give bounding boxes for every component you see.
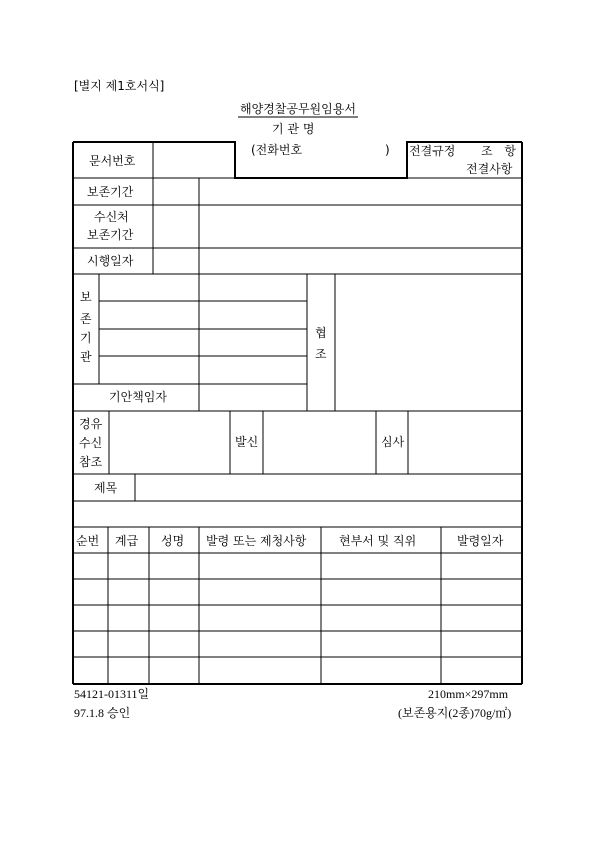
table-cell[interactable] bbox=[202, 554, 318, 578]
table-cell[interactable] bbox=[444, 580, 519, 604]
effective-date-field[interactable] bbox=[200, 249, 521, 273]
drafter-label: 기안책임자 bbox=[109, 390, 167, 404]
cooperation-field[interactable] bbox=[336, 275, 521, 410]
cooperation-char: 협 bbox=[315, 326, 327, 340]
sender-field[interactable] bbox=[264, 412, 375, 473]
table-cell[interactable] bbox=[111, 606, 146, 630]
table-cell[interactable] bbox=[444, 658, 519, 683]
table-cell[interactable] bbox=[76, 606, 105, 630]
form-code: 54121-01311일 bbox=[74, 687, 150, 701]
table-cell[interactable] bbox=[324, 580, 438, 604]
subject-field[interactable] bbox=[136, 475, 521, 500]
decision-rule-label: 전결규정 bbox=[409, 144, 456, 158]
preserve-org-char: 관 bbox=[80, 350, 92, 364]
col-header-appointment: 발령 또는 제청사항 bbox=[206, 534, 307, 548]
recipient-retention-label: 보존기간 bbox=[87, 228, 134, 242]
review-label: 심사 bbox=[381, 435, 405, 449]
col-header-name: 성명 bbox=[161, 534, 185, 548]
col-header-date: 발령일자 bbox=[457, 534, 504, 548]
table-cell[interactable] bbox=[152, 632, 196, 656]
table-cell[interactable] bbox=[76, 580, 105, 604]
retention-field[interactable] bbox=[154, 179, 198, 204]
review-field[interactable] bbox=[409, 412, 521, 473]
retention-label: 보존기간 bbox=[87, 185, 134, 199]
table-cell[interactable] bbox=[76, 658, 105, 683]
form-number-label: [별지 제1호서식] bbox=[74, 79, 165, 93]
table-cell[interactable] bbox=[324, 658, 438, 683]
doc-number-field[interactable] bbox=[154, 143, 234, 177]
reference-label: 참조 bbox=[79, 455, 103, 469]
table-cell[interactable] bbox=[76, 632, 105, 656]
doc-number-label: 문서번호 bbox=[89, 154, 136, 168]
preserve-org-char: 존 bbox=[80, 312, 92, 326]
article-label: 조 항 bbox=[481, 144, 516, 158]
preserve-org-char: 보 bbox=[80, 290, 92, 304]
subject-label: 제목 bbox=[94, 481, 118, 495]
decision-matter-label: 전결사항 bbox=[466, 162, 513, 176]
table-cell[interactable] bbox=[152, 554, 196, 578]
table-cell[interactable] bbox=[76, 554, 105, 578]
table-cell[interactable] bbox=[111, 632, 146, 656]
table-cell[interactable] bbox=[111, 658, 146, 683]
form-title: 해양경찰공무원임용서 bbox=[240, 102, 356, 116]
table-cell[interactable] bbox=[202, 658, 318, 683]
phone-label: (전화번호 bbox=[251, 143, 303, 157]
preserve-org-char: 기 bbox=[80, 331, 92, 345]
table-cell[interactable] bbox=[444, 632, 519, 656]
col-header-rank: 계급 bbox=[115, 534, 139, 548]
cooperation-char: 조 bbox=[315, 347, 327, 361]
recipient-label: 수신처 bbox=[94, 210, 129, 224]
table-cell[interactable] bbox=[444, 554, 519, 578]
table-cell[interactable] bbox=[324, 554, 438, 578]
table-cell[interactable] bbox=[324, 632, 438, 656]
paper-size: 210mm×297mm bbox=[428, 687, 509, 701]
table-cell[interactable] bbox=[202, 580, 318, 604]
table-cell[interactable] bbox=[152, 658, 196, 683]
approval-date: 97.1.8 승인 bbox=[74, 706, 131, 720]
table-cell[interactable] bbox=[111, 580, 146, 604]
col-header-seq: 순번 bbox=[76, 534, 100, 548]
sender-label: 발신 bbox=[235, 435, 259, 449]
receive-label: 수신 bbox=[79, 436, 103, 450]
col-header-position: 현부서 및 직위 bbox=[339, 534, 417, 548]
org-name-label: 기 관 명 bbox=[272, 122, 315, 136]
paper-type: (보존용지(2종)70g/㎡) bbox=[398, 706, 512, 720]
via-label: 경유 bbox=[79, 417, 103, 431]
table-cell[interactable] bbox=[444, 606, 519, 630]
table-cell[interactable] bbox=[152, 580, 196, 604]
effective-date-label: 시행일자 bbox=[87, 254, 134, 268]
drafter-field[interactable] bbox=[200, 385, 306, 410]
via-field[interactable] bbox=[110, 412, 229, 473]
table-cell[interactable] bbox=[324, 606, 438, 630]
table-cell[interactable] bbox=[111, 554, 146, 578]
table-cell[interactable] bbox=[152, 606, 196, 630]
table-cell[interactable] bbox=[202, 632, 318, 656]
phone-close: ) bbox=[385, 143, 390, 157]
recipient-field[interactable] bbox=[200, 206, 521, 247]
table-cell[interactable] bbox=[202, 606, 318, 630]
